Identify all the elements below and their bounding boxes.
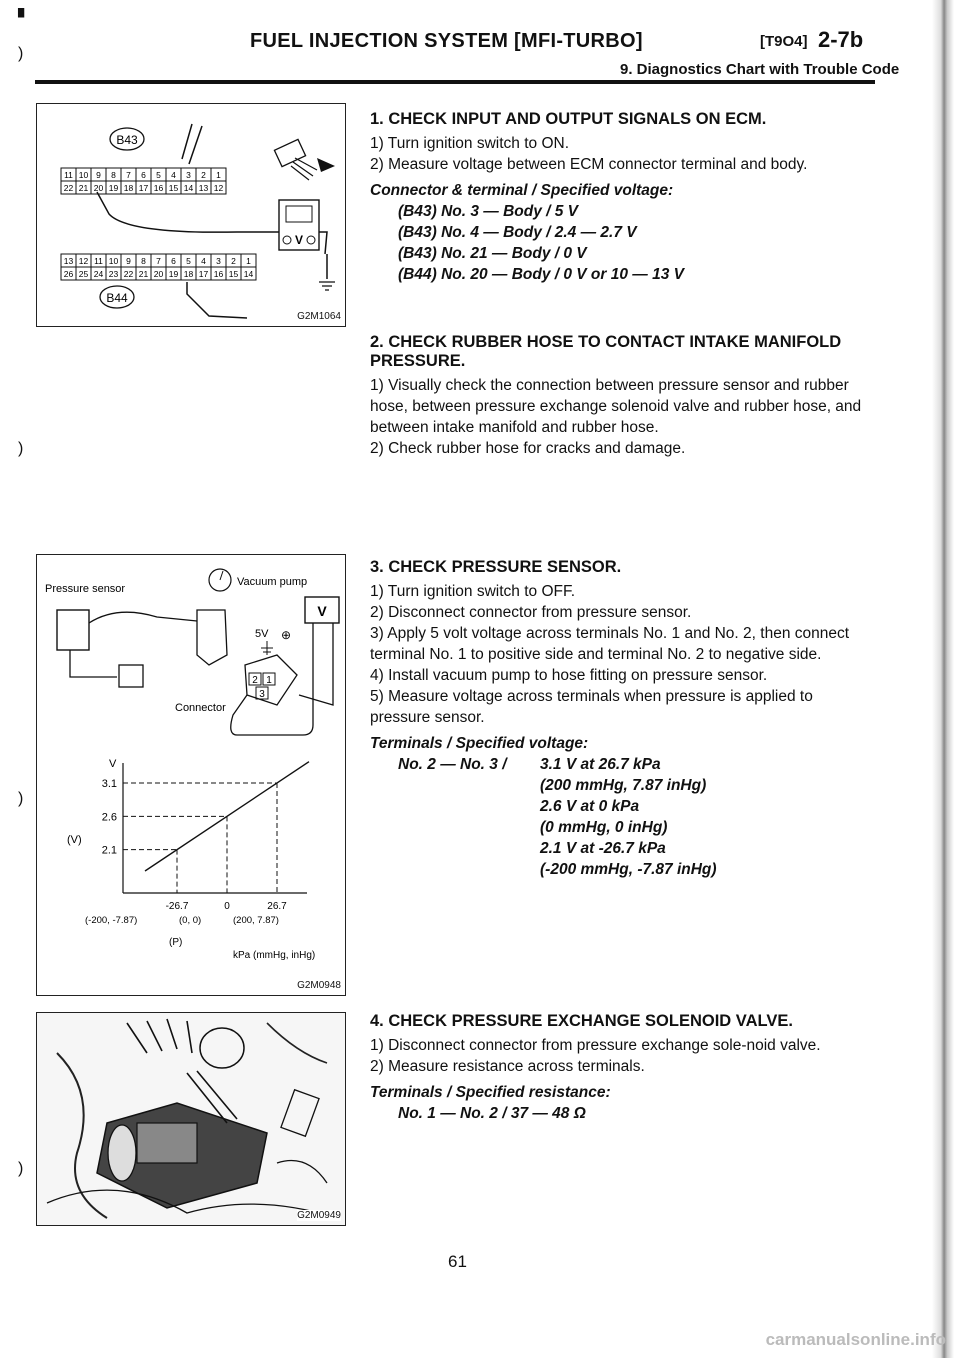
terminal-number: 13 bbox=[63, 256, 74, 266]
y-axis-label: (V) bbox=[67, 834, 82, 846]
x-sub-label: (-200, -7.87) bbox=[85, 915, 138, 926]
b43-label: B43 bbox=[116, 133, 138, 147]
terminal-number: 8 bbox=[111, 170, 116, 180]
spec-prefix: No. 2 — No. 3 / bbox=[398, 756, 507, 773]
binding-mark: ) bbox=[18, 440, 24, 457]
step: 2) Measure resistance across terminals. bbox=[370, 1058, 645, 1075]
x-tick-label: -26.7 bbox=[165, 901, 189, 912]
terminal-number: 2 bbox=[231, 256, 236, 266]
vacuum-pump-label: Vacuum pump bbox=[237, 576, 308, 588]
page-subtitle: 9. Diagnostics Chart with Trouble Code bbox=[620, 61, 900, 78]
terminal-1: 1 bbox=[266, 675, 272, 686]
terminal-number: 22 bbox=[123, 269, 134, 279]
step: 1) Disconnect connector from pressure exchange sole-noid valve. bbox=[370, 1037, 821, 1054]
terminal-number: 11 bbox=[64, 170, 73, 180]
spec-title: Terminals / Specified resistance: bbox=[370, 1084, 611, 1101]
spec-line: (B44) No. 20 — Body / 0 V or 10 — 13 V bbox=[398, 266, 684, 283]
step: 5) Measure voltage across terminals when pressure is applied to pressure sensor. bbox=[370, 688, 813, 726]
terminal-number: 21 bbox=[138, 269, 149, 279]
step: 1) Visually check the connection between pressure sensor and rubber hose, between pressure exchange solenoid valve and rubber hose, and between intake manifold and rubber hose. bbox=[370, 377, 862, 436]
y-tick-label: 3.1 bbox=[101, 778, 117, 790]
terminal-number: 21 bbox=[78, 183, 89, 193]
terminal-number: 22 bbox=[63, 183, 74, 193]
pressure-sensor-diagram bbox=[37, 555, 345, 995]
binding-mark: ) bbox=[18, 1160, 24, 1177]
terminal-number: 18 bbox=[123, 183, 134, 193]
page-edge-scan-artifact bbox=[932, 0, 954, 1358]
ground-icon bbox=[319, 282, 335, 290]
spec-title: Connector & terminal / Specified voltage: bbox=[370, 182, 674, 199]
solenoid-valve-figure bbox=[36, 1012, 346, 1226]
page-number: 61 bbox=[448, 1252, 467, 1271]
terminal-number: 8 bbox=[141, 256, 146, 266]
section-heading: 3. CHECK PRESSURE SENSOR. bbox=[370, 558, 622, 576]
spec-title: Terminals / Specified voltage: bbox=[370, 735, 589, 752]
figure-id: G2M1064 bbox=[297, 311, 341, 322]
y-tick-label: 2.1 bbox=[101, 844, 117, 857]
positive-terminal-icon: ⊕ bbox=[281, 628, 292, 642]
step: 1) Turn ignition switch to ON. bbox=[370, 135, 569, 152]
x-axis-symbol: (P) bbox=[169, 937, 183, 948]
figure-id: G2M0948 bbox=[297, 980, 341, 991]
spec-line: (B43) No. 4 — Body / 2.4 — 2.7 V bbox=[398, 224, 637, 241]
terminal-number: 19 bbox=[168, 269, 179, 279]
section-check-solenoid-valve bbox=[370, 1012, 875, 1124]
terminal-number: 6 bbox=[171, 256, 176, 266]
spec-line: 2.6 V at 0 kPa bbox=[540, 798, 640, 815]
x-tick-label: 26.7 bbox=[267, 901, 287, 912]
page-title: FUEL INJECTION SYSTEM [MFI-TURBO] bbox=[250, 30, 643, 52]
spec-line: (-200 mmHg, -7.87 inHg) bbox=[540, 861, 717, 878]
terminal-number: 9 bbox=[126, 256, 131, 266]
step: 1) Turn ignition switch to OFF. bbox=[370, 583, 576, 600]
terminal-number: 14 bbox=[183, 183, 194, 193]
figure-id: G2M0949 bbox=[297, 1210, 341, 1221]
binding-mark: ) bbox=[18, 45, 24, 62]
terminal-number: 15 bbox=[228, 269, 239, 279]
spec-line: (B43) No. 21 — Body / 0 V bbox=[398, 245, 587, 262]
y-tick-label: 2.6 bbox=[101, 811, 117, 824]
terminal-3: 3 bbox=[259, 689, 265, 700]
step: 2) Measure voltage between ECM connector terminal and body. bbox=[370, 156, 808, 173]
spec-line: No. 1 — No. 2 / 37 — 48 Ω bbox=[398, 1105, 586, 1122]
voltmeter-label: V bbox=[294, 233, 304, 247]
section-heading: 4. CHECK PRESSURE EXCHANGE SOLENOID VALVE. bbox=[370, 1012, 793, 1030]
step: 3) Apply 5 volt voltage across terminals No. 1 and No. 2, then connect terminal No. 1 to positive side and terminal No. 2 to negative side. bbox=[370, 625, 850, 663]
terminal-number: 5 bbox=[186, 256, 191, 266]
step: 4) Install vacuum pump to hose fitting on pressure sensor. bbox=[370, 667, 768, 684]
terminal-number: 11 bbox=[94, 256, 103, 266]
y-unit-label: V bbox=[109, 758, 117, 770]
terminal-number: 23 bbox=[108, 269, 119, 279]
terminal-number: 3 bbox=[186, 170, 191, 180]
terminal-number: 3 bbox=[216, 256, 221, 266]
spec-line: (0 mmHg, 0 inHg) bbox=[540, 819, 668, 836]
terminal-number: 5 bbox=[156, 170, 161, 180]
voltage-pressure-graph bbox=[67, 758, 315, 961]
spec-line: 3.1 V at 26.7 kPa bbox=[540, 756, 661, 773]
terminal-number: 20 bbox=[153, 269, 164, 279]
terminal-number: 1 bbox=[216, 170, 221, 180]
spec-line: (200 mmHg, 7.87 inHg) bbox=[540, 777, 707, 794]
page-reference: 2-7b bbox=[818, 27, 864, 52]
section-heading: 2. CHECK RUBBER HOSE TO CONTACT INTAKE MANIFOLD PRESSURE. bbox=[370, 333, 842, 370]
spec-line: 2.1 V at -26.7 kPa bbox=[540, 840, 666, 857]
pressure-sensor-icon bbox=[57, 610, 89, 650]
solenoid-valve-illustration bbox=[37, 1013, 345, 1225]
step: 2) Check rubber hose for cracks and damage. bbox=[370, 440, 686, 457]
x-axis-label: kPa (mmHg, inHg) bbox=[233, 950, 316, 961]
voltmeter-label: V bbox=[317, 603, 327, 619]
watermark: carmanualsonline.info bbox=[765, 1330, 946, 1349]
x-tick-label: 0 bbox=[224, 901, 230, 912]
pressure-sensor-label: Pressure sensor bbox=[45, 583, 126, 595]
step: 2) Disconnect connector from pressure sensor. bbox=[370, 604, 692, 621]
voltage-series-line bbox=[145, 762, 309, 871]
terminal-number: 7 bbox=[126, 170, 131, 180]
terminal-number: 2 bbox=[201, 170, 206, 180]
pressure-sensor-figure bbox=[36, 554, 346, 996]
sensor-connector-icon bbox=[119, 665, 143, 687]
binding-mark: ) bbox=[18, 790, 24, 807]
binding-mark: ▘ bbox=[18, 10, 31, 27]
terminal-number: 4 bbox=[171, 170, 176, 180]
b44-terminal-grid bbox=[61, 254, 256, 280]
terminal-number: 16 bbox=[153, 183, 164, 193]
terminal-2: 2 bbox=[252, 675, 258, 686]
terminal-number: 17 bbox=[138, 183, 149, 193]
terminal-number: 4 bbox=[201, 256, 206, 266]
terminal-number: 6 bbox=[141, 170, 146, 180]
terminal-number: 19 bbox=[108, 183, 119, 193]
section-code: [T9O4] bbox=[760, 33, 808, 50]
terminal-number: 18 bbox=[183, 269, 194, 279]
vacuum-pump-icon bbox=[197, 610, 227, 665]
section-check-pressure-sensor bbox=[370, 558, 875, 880]
terminal-number: 13 bbox=[198, 183, 209, 193]
section-check-rubber-hose bbox=[370, 333, 875, 459]
terminal-number: 17 bbox=[198, 269, 209, 279]
x-sub-label: (0, 0) bbox=[179, 915, 202, 926]
header-rule bbox=[35, 80, 875, 84]
terminal-number: 12 bbox=[78, 256, 89, 266]
terminal-number: 14 bbox=[243, 269, 254, 279]
terminal-number: 16 bbox=[213, 269, 224, 279]
terminal-number: 12 bbox=[213, 183, 224, 193]
connector-diagram-figure bbox=[36, 103, 346, 327]
terminal-number: 25 bbox=[78, 269, 89, 279]
x-sub-label: (200, 7.87) bbox=[233, 915, 279, 926]
section-check-ecm-signals bbox=[370, 110, 875, 285]
terminal-number: 7 bbox=[156, 256, 161, 266]
supply-voltage-label: 5V bbox=[255, 628, 269, 640]
terminal-number: 1 bbox=[246, 256, 251, 266]
connector-diagram bbox=[37, 104, 345, 326]
terminal-number: 20 bbox=[93, 183, 104, 193]
spec-line: (B43) No. 3 — Body / 5 V bbox=[398, 203, 579, 220]
terminal-number: 24 bbox=[93, 269, 104, 279]
harness-plug-icon bbox=[274, 139, 335, 180]
hose-icon bbox=[108, 1125, 136, 1181]
b44-label: B44 bbox=[106, 291, 128, 305]
section-heading: 1. CHECK INPUT AND OUTPUT SIGNALS ON ECM. bbox=[370, 110, 767, 128]
b43-terminal-grid bbox=[61, 168, 226, 194]
terminal-number: 10 bbox=[108, 256, 119, 266]
terminal-number: 15 bbox=[168, 183, 179, 193]
terminal-number: 10 bbox=[78, 170, 89, 180]
terminal-number: 9 bbox=[96, 170, 101, 180]
connector-label: Connector bbox=[175, 702, 226, 714]
terminal-number: 26 bbox=[63, 269, 74, 279]
